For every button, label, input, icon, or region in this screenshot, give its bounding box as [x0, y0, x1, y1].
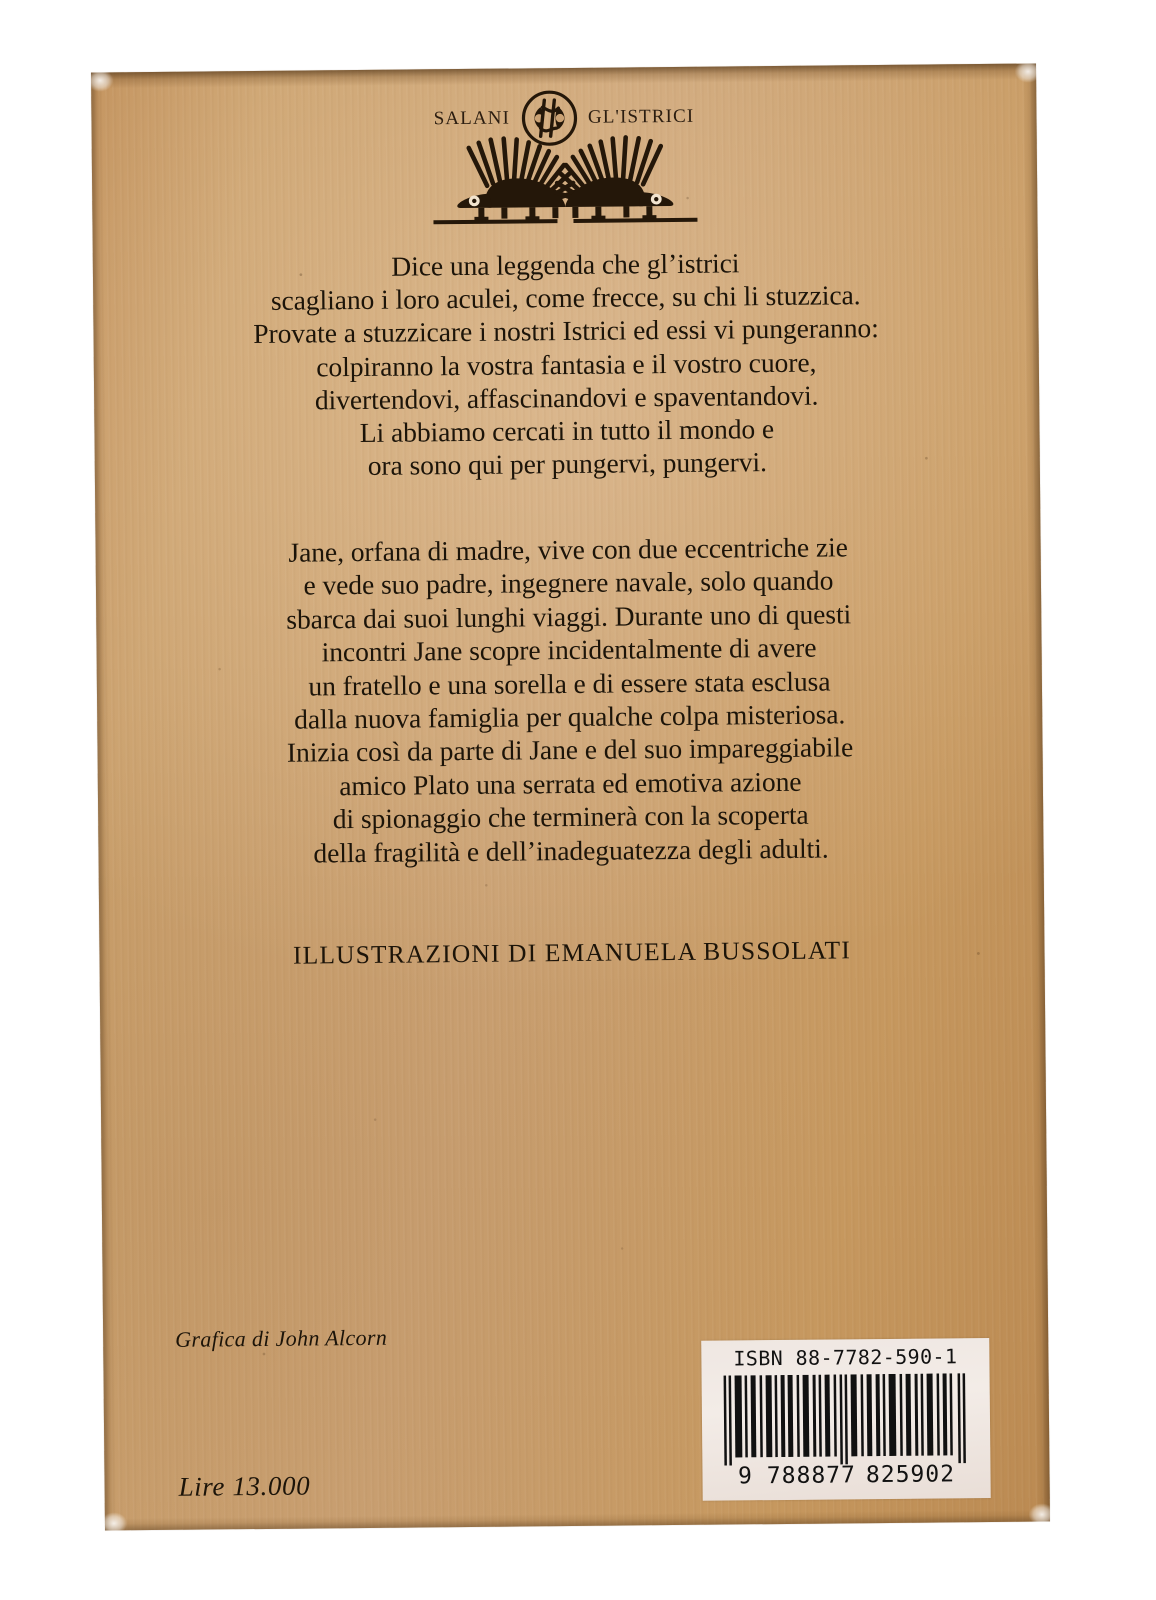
ean13-barcode-bars	[720, 1373, 973, 1465]
blurb-line: Provate a stuzzicare i nostri Istrici ed essi vi pungeranno:	[253, 312, 879, 350]
isbn-number-text: ISBN 88-7782-590-1	[733, 1344, 958, 1371]
synopsis-line: Jane, orfana di madre, vive con due eccentriche zie	[288, 531, 848, 568]
synopsis-line: Inizia così da parte di Jane e del suo impareggiabile	[286, 731, 854, 769]
ean-digits-row	[702, 1461, 990, 1490]
ean-lead-digit: 9	[737, 1463, 753, 1490]
publisher-name-salani: SALANI	[433, 107, 511, 129]
blurb-line: Dice una leggenda che gl’istrici	[391, 247, 740, 282]
synopsis-line: dalla nuova famiglia per qualche colpa misteriosa.	[294, 698, 846, 735]
blurb-line: scagliano i loro aculei, come frecce, su chi li stuzzica.	[270, 279, 861, 317]
two-porcupines-icon	[424, 122, 705, 227]
synopsis-line: sbarca dai suoi lunghi viaggi. Durante uno di questi	[286, 598, 852, 635]
imprint-blurb-text	[93, 243, 1040, 484]
publisher-logo	[91, 91, 1037, 229]
designer-credit: Grafica di John Alcorn	[175, 1324, 388, 1352]
synopsis-line: un fratello e una sorella e di essere stata esclusa	[308, 665, 831, 702]
synopsis-line: amico Plato una serrata ed emotiva azione	[339, 765, 802, 802]
ean-right-group: 825902	[865, 1461, 956, 1489]
synopsis-line: e vede suo padre, ingegnere navale, solo quando	[303, 564, 834, 601]
illustrator-credit: ILLUSTRAZIONI DI EMANUELA BUSSOLATI	[292, 935, 852, 970]
ean-left-group: 788877	[766, 1462, 857, 1490]
blurb-line: divertendovi, affascinandovi e spaventandovi.	[314, 379, 819, 416]
blurb-line: Li abbiamo cercati in tutto il mondo e	[359, 413, 775, 449]
cover-content	[91, 63, 1050, 1530]
book-back-cover	[91, 63, 1050, 1530]
book-synopsis-text	[95, 528, 1043, 871]
synopsis-line: di spionaggio che terminerà con la scoperta	[332, 798, 809, 835]
price-label: Lire 13.000	[178, 1470, 311, 1502]
blurb-line: colpiranno la vostra fantasia e il vostro cuore,	[316, 346, 817, 383]
synopsis-line: della fragilità e dell’inadeguatezza degli adulti.	[313, 832, 829, 869]
imprint-name-glistrici: GL'ISTRICI	[587, 105, 695, 128]
blurb-line: ora sono qui per pungervi, pungervi.	[367, 446, 768, 482]
isbn-barcode-label	[701, 1338, 991, 1501]
synopsis-line: incontri Jane scopre incidentalmente di avere	[321, 631, 817, 668]
